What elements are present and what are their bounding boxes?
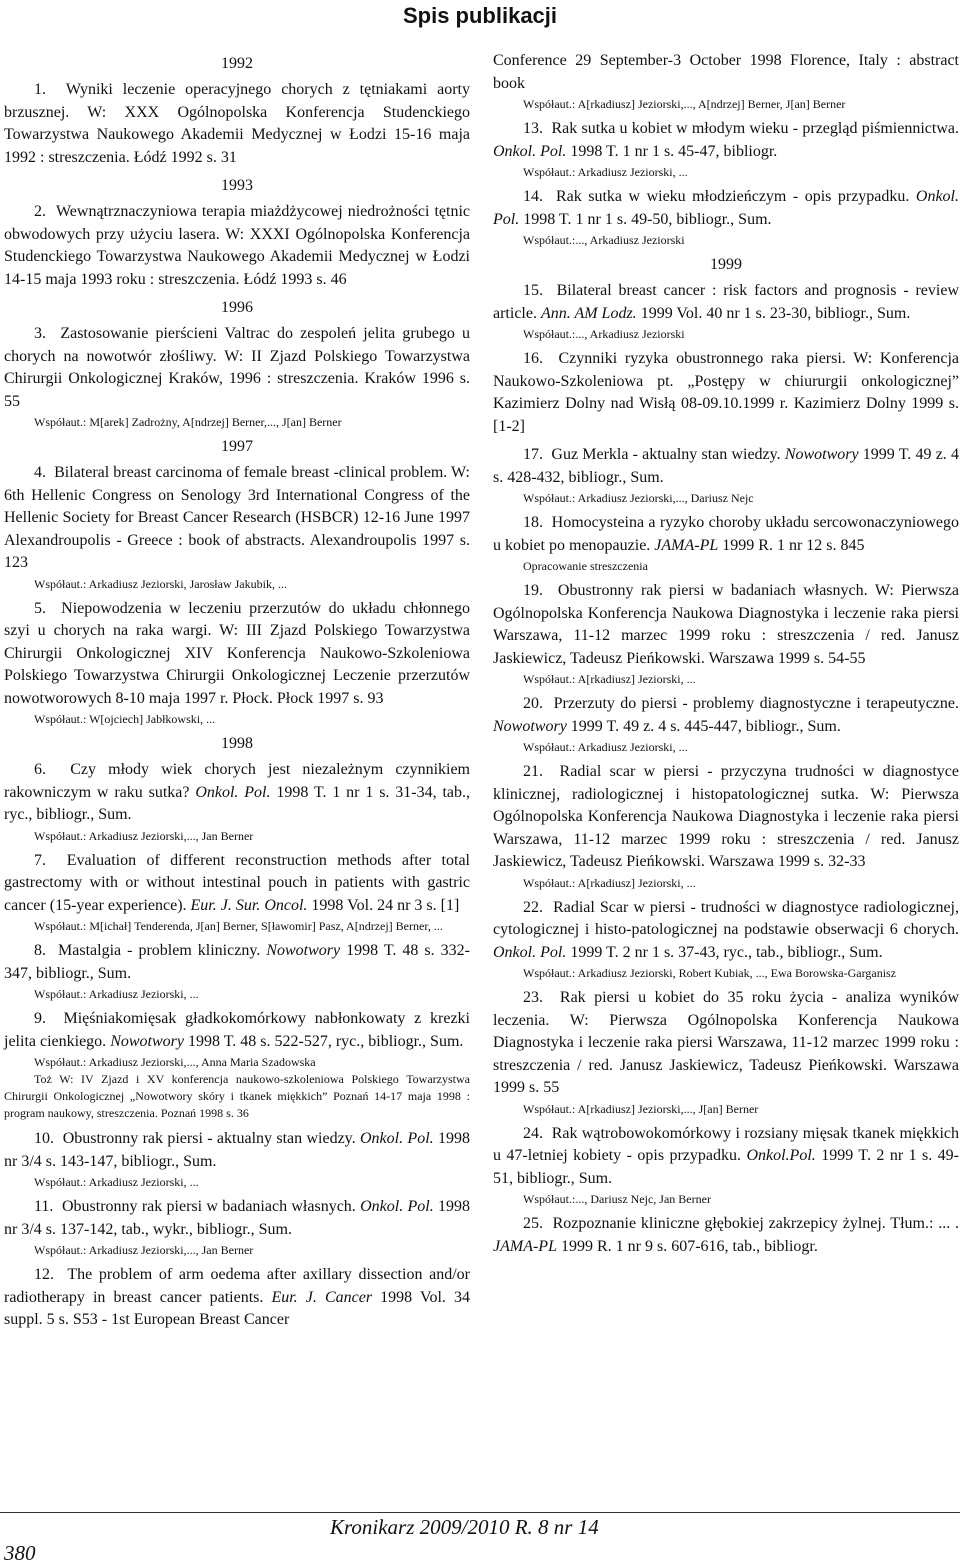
publication-citation: 9. Mięśniakomięsak gładkokomórkowy nabłonkowaty z krezki jelita cienkiego. Nowotwory 1998 T. 48 s. 522-527, ryc., bibliogr., Sum. <box>4 1010 470 1050</box>
right-column <box>493 50 959 1264</box>
coauthors-line: Współaut.:..., Arkadiusz Jeziorski <box>523 233 685 247</box>
page-title: Spis publikacji <box>402 3 558 28</box>
publication-entry <box>493 897 959 982</box>
publication-entry <box>4 462 470 592</box>
year-heading: 1993 <box>221 177 253 194</box>
publication-entry <box>493 987 959 1117</box>
publication-entry <box>4 323 470 430</box>
publication-entry <box>493 512 959 574</box>
year-heading: 1999 <box>710 256 742 273</box>
publication-entry <box>493 1123 959 1208</box>
publication-entry <box>493 693 959 755</box>
publication-entry <box>4 1008 470 1122</box>
publication-citation: 18. Homocysteina a ryzyko choroby układu sercowonaczyniowego u kobiet po menopauzie. JAMA-PL 1999 R. 1 nr 12 s. 845 <box>493 514 959 554</box>
publication-entry <box>4 759 470 844</box>
publication-citation: 16. Czynniki ryzyka obustronnego raka piersi. W: Konferencja Naukowo-Szkoleniowa pt. „Postępy w chiururgii onkologicznej” Kazimierz Dolny nad Wisłą 08-09.10.1999 r. Kazimierz Dolny 1999 s. [1-2] <box>493 350 959 435</box>
publication-citation: 8. Mastalgia - problem kliniczny. Nowotwory 1998 T. 48 s. 332-347, bibliogr., Sum. <box>4 942 470 982</box>
publication-citation: 4. Bilateral breast carcinoma of female breast -clinical problem. W: 6th Hellenic Congress on Senology 3rd International Congress of the Hellenic Society for Breast Cancer Research (HSBCR) 12-16 June 1997 Alexandroupolis - Greece : book of abstracts. Alexandroupolis 1997 s. 123 <box>4 464 470 571</box>
coauthors-line: Współaut.: Arkadiusz Jeziorski,..., Jan Berner <box>34 1243 254 1257</box>
coauthors-line: Współaut.: Arkadiusz Jeziorski,..., Anna Maria Szadowska <box>34 1055 316 1069</box>
publication-citation: 24. Rak wątrobowokomórkowy i rozsiany mięsak tkanek miękkich u 47-letniej kobiety - opis przypadku. Onkol.Pol. 1999 T. 2 nr 1 s. 49-51, bibliogr., Sum. <box>493 1124 959 1187</box>
publication-citation: 19. Obustronny rak piersi w badaniach własnych. W: Pierwsza Ogólnopolska Konferencja Naukowa Diagnostyka i leczenie raka piersi Warszawa, 11-12 marzec 1999 roku : streszczenia / red. Janusz Jaskiewicz, Tadeusz Pieńkowski. Warszawa 1999 s. 54-55 <box>493 582 959 667</box>
publication-citation: 13. Rak sutka u kobiet w młodym wieku - przegląd piśmiennictwa. Onkol. Pol. 1998 T. 1 nr 1 s. 45-47, bibliogr. <box>493 120 959 160</box>
publication-citation: Conference 29 September-3 October 1998 Florence, Italy : abstract book <box>493 52 959 92</box>
coauthors-line: Współaut.: Arkadiusz Jeziorski, ... <box>523 740 688 754</box>
publication-entry <box>4 1128 470 1190</box>
publication-citation: 25. Rozpoznanie kliniczne głębokiej zakrzepicy żylnej. Tłum.: ... . JAMA-PL 1999 R. 1 nr 9 s. 607-616, tab., bibliogr. <box>493 1215 959 1255</box>
coauthors-line: Współaut.: Arkadiusz Jeziorski, ... <box>34 1175 199 1189</box>
publication-entry <box>493 280 959 342</box>
publication-citation: 1. Wyniki leczenie operacyjnego chorych z tętniakami aorty brzusznej. W: XXX Ogólnopolska Konferencja Studenckiego Towarzystwa Naukowego Akademii Medycznej w Łodzi 15-16 maja 1992 : streszczenia. Łódź 1992 s. 31 <box>4 81 470 166</box>
publication-entry <box>4 1264 470 1332</box>
coauthors-line: Współaut.: A[rkadiusz] Jeziorski, ... <box>523 875 696 890</box>
footer-journal-title: Kronikarz 2009/2010 R. 8 nr 14 <box>330 1515 599 1539</box>
publication-entry <box>493 580 959 687</box>
publication-entry <box>493 761 959 891</box>
coauthors-line: Współaut.: Arkadiusz Jeziorski, Robert Kubiak, ..., Ewa Borowska-Garganisz <box>523 966 897 980</box>
coauthors-line: Współaut.: A[rkadiusz] Jeziorski, ... <box>523 672 696 686</box>
publication-note: Toż W: IV Zjazd i XV konferencja naukowo-szkoleniowa Polskiego Towarzystwa Chirurgii Onkologicznej „Nowotwory skóry i tkanek miękkich” Poznań 14-17 maja 1998 : program naukowy, streszczenia. Poznań 1998 s. 36 <box>4 1072 470 1120</box>
publication-entry <box>4 940 470 1002</box>
publication-entry <box>493 348 959 438</box>
left-column <box>4 48 470 1338</box>
publication-entry <box>4 79 470 169</box>
publication-entry <box>4 850 470 935</box>
coauthors-line: Współaut.: W[ojciech] Jabłkowski, ... <box>34 712 216 726</box>
publication-citation: 23. Rak piersi u kobiet do 35 roku życia - analiza wyników leczenia. W: Pierwsza Ogólnopolska Konferencja Naukowa Diagnostyka i leczenie raka piersi Warszawa, 11-12 marzec 1999 roku : streszczenia / red. Janusz Jaskiewicz, Tadeusz Pieńkowski. Warszawa 1999 s. 55 <box>493 989 959 1096</box>
coauthors-line: Współaut.: Arkadiusz Jeziorski,..., Jan Berner <box>34 828 254 843</box>
publication-citation: 11. Obustronny rak piersi w badaniach własnych. Onkol. Pol. 1998 nr 3/4 s. 137-142, tab., wykr., bibliogr., Sum. <box>4 1198 470 1238</box>
coauthors-line: Współaut.:..., Arkadiusz Jeziorski <box>523 327 685 341</box>
publication-citation: 2. Wewnątrznaczyniowa terapia miażdżycowej niedrożności tętnic obwodowych przy użyciu lasera. W: XXXI Ogólnopolska Konferencja Studenckiego Towarzystwa Naukowego Akademii Medycznej w Łodzi 14-15 maja 1993 roku : streszczenia. Łódź 1993 s. 46 <box>4 203 470 288</box>
page-number: 380 <box>4 1541 36 1565</box>
publication-entry <box>4 598 470 728</box>
coauthors-line: Współaut.: M[arek] Zadrożny, A[ndrzej] Berner,..., J[an] Berner <box>34 415 342 429</box>
year-heading: 1997 <box>221 438 253 455</box>
publication-citation: 10. Obustronny rak piersi - aktualny stan wiedzy. Onkol. Pol. 1998 nr 3/4 s. 143-147, bibliogr., Sum. <box>4 1130 470 1170</box>
coauthors-line: Współaut.: A[rkadiusz] Jeziorski,..., A[ndrzej] Berner, J[an] Berner <box>523 97 846 111</box>
publication-entry <box>493 118 959 180</box>
publication-citation: 15. Bilateral breast cancer : risk factors and prognosis - review article. Ann. AM Lodz. 1999 Vol. 40 nr 1 s. 23-30, bibliogr., Sum. <box>493 282 959 322</box>
coauthors-line: Współaut.: Arkadiusz Jeziorski, Jarosław Jakubik, ... <box>34 576 287 591</box>
publication-entry <box>493 50 959 112</box>
coauthors-line: Współaut.: Arkadiusz Jeziorski,..., Dariusz Nejc <box>523 491 754 505</box>
publication-citation: 3. Zastosowanie pierścieni Valtrac do zespoleń jelita grubego u chorych na nowotwór złośliwy. W: II Zjazd Polskiego Towarzystwa Chirurgii Onkologicznej Kraków, 1996 : streszczenia. Kraków 1996 s. 55 <box>4 325 470 410</box>
publication-citation: 22. Radial Scar w piersi - trudności w diagnostyce radiologicznej, cytologicznej i histo-patologicznej na podstawie obserwacji 6 chorych. Onkol. Pol. 1999 T. 2 nr 1 s. 37-43, ryc., tab., bibliogr., Sum. <box>493 898 959 961</box>
coauthors-line: Współaut.: Arkadiusz Jeziorski, ... <box>523 165 688 179</box>
year-heading: 1992 <box>221 55 253 72</box>
publication-citation: 17. Guz Merkla - aktualny stan wiedzy. Nowotwory 1999 T. 49 z. 4 s. 428-432, bibliogr., Sum. <box>493 446 959 486</box>
coauthors-line: Opracowanie streszczenia <box>523 559 648 573</box>
publication-citation: 5. Niepowodzenia w leczeniu przerzutów do układu chłonnego szyi u chorych na raka wargi. W: III Zjazd Polskiego Towarzystwa Chirurgii Onkologicznej XIV Konferencja Naukowo-Szkoleniowa Polskiego Towarzystwa Chirurgii Onkologicznej Leczenie przerzutów nowotworowych 8-10 maja 1997 r. Płock. Płock 1997 s. 93 <box>4 599 470 707</box>
publication-entry <box>4 201 470 291</box>
publication-entry <box>493 186 959 248</box>
publication-entry <box>4 1196 470 1258</box>
publication-citation: 14. Rak sutka w wieku młodzieńczym - opis przypadku. Onkol. Pol. 1998 T. 1 nr 1 s. 49-50, bibliogr., Sum. <box>493 188 959 228</box>
coauthors-line: Współaut.: Arkadiusz Jeziorski, ... <box>34 987 199 1001</box>
publication-citation: 6. Czy młody wiek chorych jest niezależnym czynnikiem rakowniczym w raku sutka? Onkol. Pol. 1998 T. 1 nr 1 s. 31-34, tab., ryc., bibliogr., Sum. <box>4 761 470 823</box>
coauthors-line: Współaut.: A[rkadiusz] Jeziorski,..., J[an] Berner <box>523 1101 759 1116</box>
publication-entry <box>493 1213 959 1258</box>
publication-entry <box>493 444 959 506</box>
coauthors-line: Współaut.:..., Dariusz Nejc, Jan Berner <box>523 1192 711 1206</box>
year-heading: 1996 <box>221 299 253 316</box>
coauthors-line: Współaut.: M[ichał] Tenderenda, J[an] Berner, S[ławomir] Pasz, A[ndrzej] Berner, ... <box>34 919 443 933</box>
publication-citation: 12. The problem of arm oedema after axillary dissection and/or radiotherapy in breast cancer patients. Eur. J. Cancer 1998 Vol. 34 suppl. 5 s. S53 - 1st European Breast Cancer <box>4 1266 470 1328</box>
publication-citation: 20. Przerzuty do piersi - problemy diagnostyczne i terapeutyczne. Nowotwory 1999 T. 49 z. 4 s. 445-447, bibliogr., Sum. <box>493 695 959 735</box>
publication-citation: 7. Evaluation of different reconstruction methods after total gastrectomy with or without intestinal pouch in patients with gastric cancer (15-year experience). Eur. J. Sur. Oncol. 1998 Vol. 24 nr 3 s. [1] <box>4 851 470 914</box>
year-heading: 1998 <box>221 735 253 752</box>
publication-citation: 21. Radial scar w piersi - przyczyna trudności w diagnostyce klinicznej, radiologicznej i histopatologicznej sutka. W: Pierwsza Ogólnopolska Konferencja Naukowa Diagnostyka i leczenie raka piersi Warszawa, 11-12 marzec 1999 roku : streszczenia / red. Janusz Jaskiewicz, Tadeusz Pieńkowski. Warszawa 1999 s. 32-33 <box>493 763 959 870</box>
